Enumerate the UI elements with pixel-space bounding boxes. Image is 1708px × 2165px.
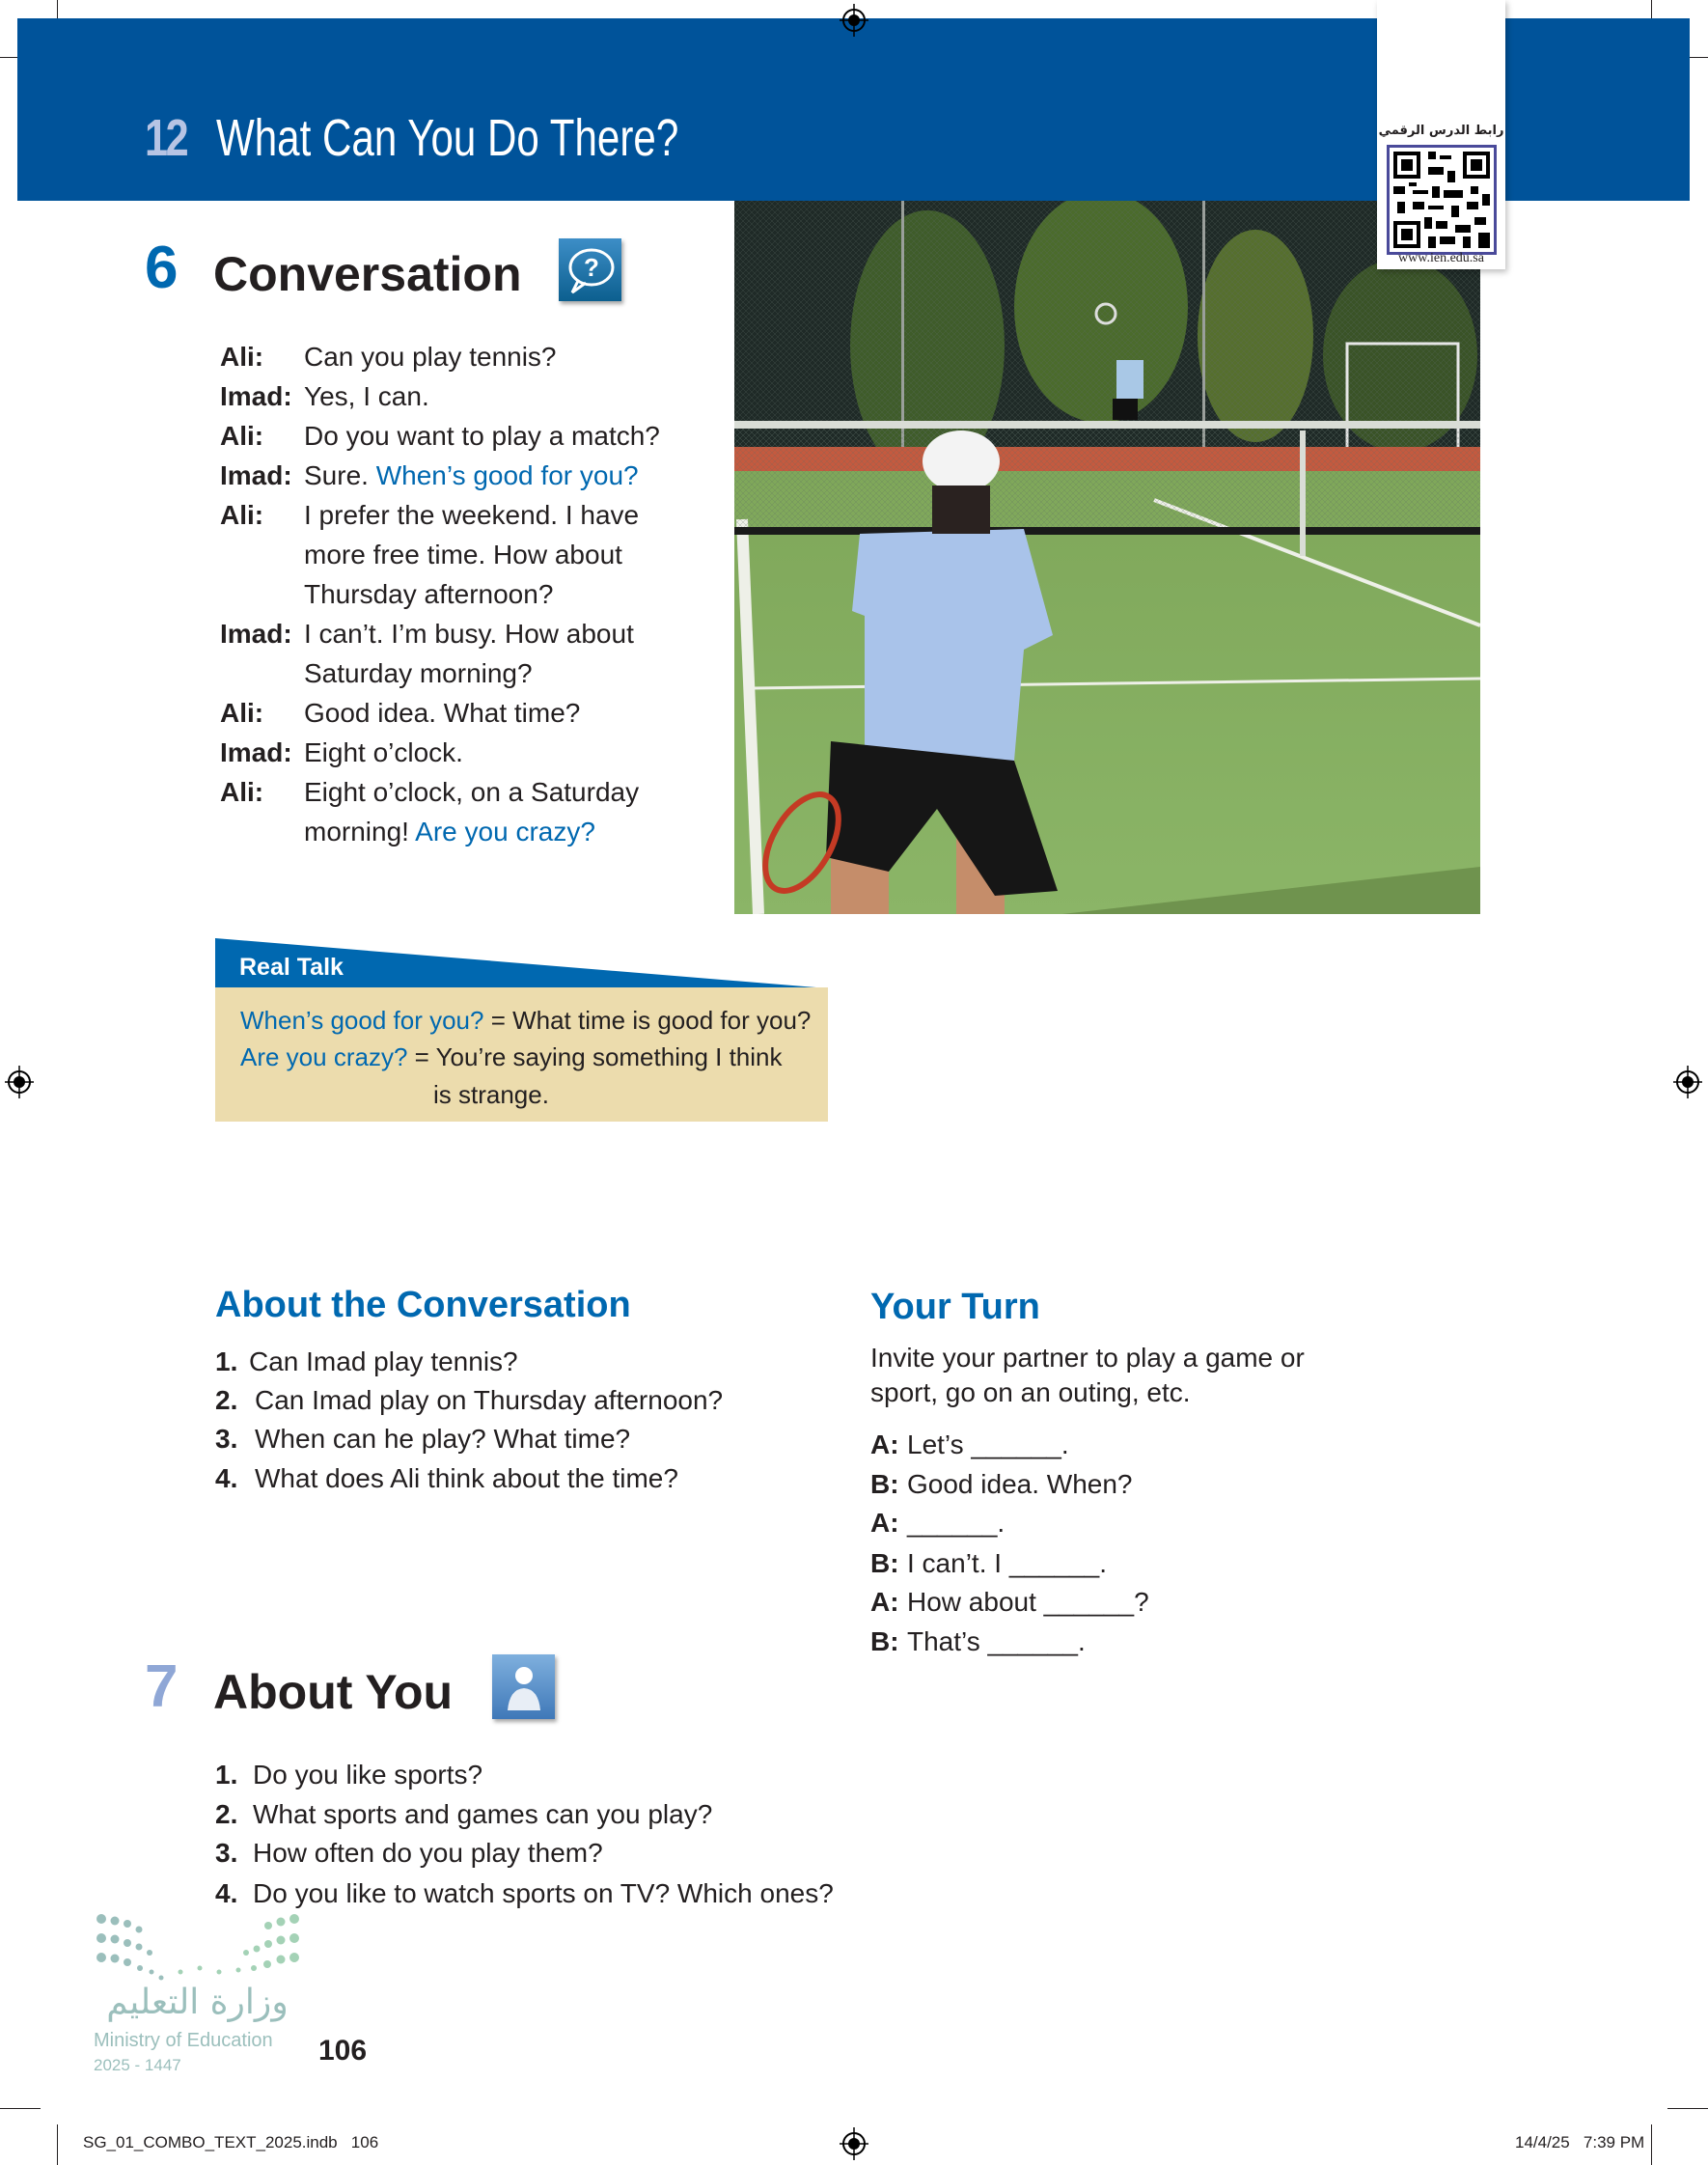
dialogue-line: Thursday afternoon? — [304, 579, 554, 609]
highlighted-phrase: When’s good for you? — [375, 460, 639, 490]
your-turn-title: Your Turn — [870, 1287, 1040, 1327]
dialogue-line: Saturday morning? — [304, 658, 533, 688]
line-text: ______. — [907, 1508, 1006, 1538]
question-number: 3. — [215, 1838, 238, 1868]
plain-text: Sure. — [304, 460, 376, 490]
registration-mark-icon — [840, 2127, 868, 2160]
question-text: Can Imad play tennis? — [249, 1346, 518, 1376]
dialogue-line: Eight o’clock. — [304, 737, 463, 767]
speaker: Ali: — [220, 500, 264, 530]
about-conversation-title: About the Conversation — [215, 1285, 631, 1325]
person-icon — [492, 1654, 555, 1719]
speaker: Imad: — [220, 619, 292, 649]
meaning: = You’re saying something I think — [407, 1042, 783, 1071]
phrase: Are you crazy? — [240, 1042, 408, 1071]
ministry-logo-english: Ministry of Education — [94, 2030, 273, 2051]
registration-mark-icon — [5, 1066, 34, 1098]
real-talk-title: Real Talk — [239, 954, 344, 981]
speaker: Ali: — [220, 342, 264, 372]
your-turn-intro: sport, go on an outing, etc. — [870, 1377, 1191, 1407]
crop-mark — [57, 2124, 58, 2165]
ministry-logo-year: 2025 - 1447 — [94, 2056, 181, 2074]
unit-number: 12 — [145, 109, 187, 167]
qr-url[interactable]: www.ien.edu.sa — [1398, 251, 1484, 265]
question-number: 4. — [215, 1463, 238, 1493]
qr-code[interactable] — [1387, 145, 1497, 255]
tennis-photo — [734, 201, 1480, 914]
registration-mark-icon — [840, 4, 868, 37]
line-text: I can’t. I ______. — [907, 1548, 1108, 1578]
question-number: 1. — [215, 1760, 238, 1790]
plain-text: morning! — [304, 817, 416, 847]
crop-mark — [0, 2108, 41, 2109]
question-speech-bubble-icon — [559, 238, 621, 301]
speaker: B: — [870, 1469, 899, 1499]
dialogue-line: more free time. How about — [304, 540, 622, 569]
section-number: 6 — [145, 235, 179, 301]
dialogue-line: Yes, I can. — [304, 381, 429, 411]
question-number: 2. — [215, 1799, 238, 1829]
real-talk-item — [240, 1042, 783, 1072]
ministry-logo-arabic: وزارة التعليم — [106, 1983, 289, 2022]
registration-mark-icon — [1673, 1066, 1702, 1098]
speaker: Imad: — [220, 737, 292, 767]
line-text: Let’s ______. — [907, 1429, 1069, 1459]
dialogue-line: I can’t. I’m busy. How about — [304, 619, 634, 649]
ministry-logo-dots-icon — [94, 1914, 306, 1982]
section-title: Conversation — [213, 247, 522, 301]
question-number: 3. — [215, 1424, 238, 1454]
svg-text:?: ? — [584, 253, 599, 282]
dialogue-line — [304, 460, 639, 491]
crop-mark — [1651, 2124, 1652, 2165]
unit-title: What Can You Do There? — [216, 109, 679, 167]
speaker: Ali: — [220, 777, 264, 807]
speaker: A: — [870, 1508, 899, 1538]
highlighted-phrase: Are you crazy? — [415, 817, 595, 847]
line-text: That’s ______. — [907, 1626, 1086, 1656]
section-number: 7 — [145, 1653, 179, 1720]
speaker: B: — [870, 1626, 899, 1656]
speaker: Ali: — [220, 698, 264, 728]
speaker: B: — [870, 1548, 899, 1578]
line-text: Good idea. When? — [907, 1469, 1133, 1499]
speaker: Imad: — [220, 381, 292, 411]
dialogue-line — [304, 817, 595, 847]
dialogue-line: Eight o’clock, on a Saturday — [304, 777, 640, 807]
qr-code-icon — [1390, 148, 1494, 252]
meaning-continued: is strange. — [433, 1080, 549, 1109]
dialogue-line: Do you want to play a match? — [304, 421, 660, 451]
question-text: What does Ali think about the time? — [255, 1463, 678, 1493]
qr-code-card[interactable] — [1377, 0, 1505, 269]
question-number: 1. — [215, 1346, 238, 1376]
dialogue-line: I prefer the weekend. I have — [304, 500, 640, 530]
speaker: A: — [870, 1429, 899, 1459]
question-number: 2. — [215, 1385, 238, 1415]
question-text: How often do you play them? — [253, 1838, 603, 1868]
line-text: How about ______? — [907, 1587, 1149, 1617]
question-text: Can Imad play on Thursday afternoon? — [255, 1385, 724, 1415]
meaning: = What time is good for you? — [483, 1006, 812, 1035]
question-text: Do you like sports? — [253, 1760, 483, 1790]
footer-file: SG_01_COMBO_TEXT_2025.indb 106 — [83, 2133, 379, 2151]
real-talk-item — [240, 1006, 811, 1036]
question-text: What sports and games can you play? — [253, 1799, 713, 1829]
qr-label: رابط الدرس الرقمي — [1378, 124, 1504, 138]
speaker: Ali: — [220, 421, 264, 451]
your-turn-intro: Invite your partner to play a game or — [870, 1343, 1305, 1373]
phrase: When’s good for you? — [240, 1006, 484, 1035]
crop-mark — [1667, 2108, 1708, 2109]
page-number: 106 — [318, 2035, 368, 2067]
question-number: 4. — [215, 1878, 238, 1908]
section-title: About You — [213, 1665, 454, 1719]
footer-timestamp: 14/4/25 7:39 PM — [1515, 2133, 1645, 2151]
speaker: Imad: — [220, 460, 292, 490]
dialogue-line: Can you play tennis? — [304, 342, 557, 372]
speaker: A: — [870, 1587, 899, 1617]
question-text: Do you like to watch sports on TV? Which ones? — [253, 1878, 834, 1908]
question-text: When can he play? What time? — [255, 1424, 631, 1454]
dialogue-line: Good idea. What time? — [304, 698, 581, 728]
